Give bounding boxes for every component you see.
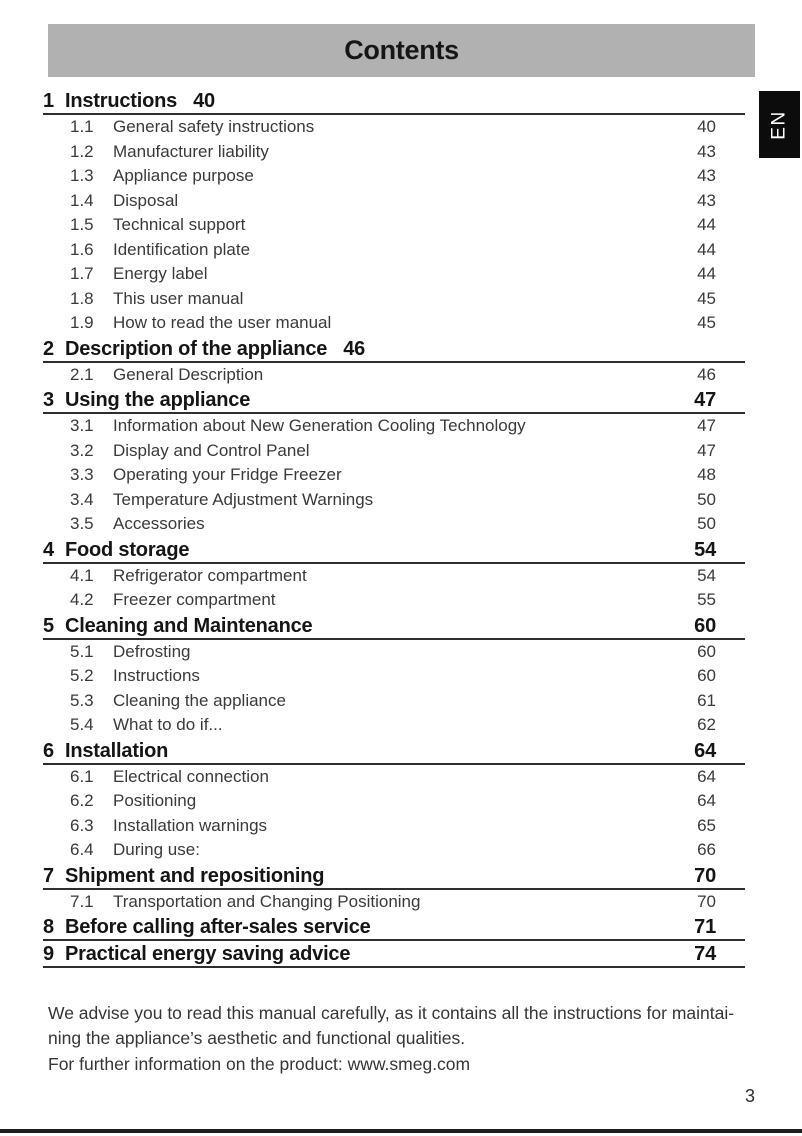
toc-entry-title: Identification plate <box>113 239 251 259</box>
toc-section-number: 6 <box>43 739 54 762</box>
toc-entry-number: 1.3 <box>70 166 94 185</box>
toc-entry-title: Energy label <box>113 264 208 283</box>
toc-entry-page: 47 <box>697 416 716 435</box>
toc-entry-title: Transportation and Changing Positioning <box>113 891 421 911</box>
toc-entry-number: 5.2 <box>70 666 94 685</box>
toc-entry[interactable] <box>43 640 745 665</box>
toc-section-heading[interactable] <box>43 387 745 414</box>
toc-entry-number: 3.1 <box>70 416 94 435</box>
toc-entry-title: Manufacturer liability <box>113 141 269 161</box>
toc-section-page: 46 <box>343 337 366 360</box>
toc-entry-page: 48 <box>697 465 716 484</box>
toc-entry-number: 6.2 <box>70 791 94 810</box>
toc-section-page: 40 <box>193 90 215 112</box>
toc-entry[interactable] <box>43 789 745 814</box>
toc-entry-page: 64 <box>697 766 716 786</box>
toc-entry-title: Operating your Fridge Freezer <box>113 465 342 484</box>
toc-entry[interactable] <box>43 689 745 714</box>
toc-entry-page: 66 <box>697 840 716 859</box>
toc-section-page: 71 <box>694 916 716 938</box>
toc-entry-number: 1.5 <box>70 215 94 234</box>
toc-entry[interactable] <box>43 439 745 464</box>
toc-entry-page: 45 <box>697 288 716 308</box>
toc-section-page: 64 <box>694 739 716 762</box>
toc-section-number: 2 <box>43 337 54 360</box>
toc-entry-title: Refrigerator compartment <box>113 565 307 585</box>
toc-section-title: Installation <box>65 739 169 762</box>
toc-section-heading[interactable] <box>43 537 745 564</box>
toc-entry[interactable] <box>43 311 745 336</box>
toc-section-page: 47 <box>694 389 716 411</box>
bottom-border <box>0 1129 802 1133</box>
footer-line-3: For further information on the product: www.smeg.com <box>48 1053 471 1074</box>
toc-section-title: Instructions <box>65 90 178 112</box>
toc-entry-page: 44 <box>697 264 716 283</box>
toc-entry-page: 61 <box>697 690 716 710</box>
toc-entry-page: 62 <box>697 715 716 734</box>
toc-section-heading[interactable] <box>43 336 745 363</box>
toc-entry-page: 60 <box>697 666 716 685</box>
toc-section-title: Food storage <box>65 538 190 561</box>
toc-entry-title: Accessories <box>113 514 205 533</box>
toc-entry-number: 5.3 <box>70 690 94 710</box>
toc-entry[interactable] <box>43 488 745 513</box>
toc-entry-number: 3.5 <box>70 514 94 533</box>
toc-entry-page: 40 <box>697 117 716 136</box>
toc-entry-page: 47 <box>697 440 716 460</box>
toc-section-title: Before calling after-sales service <box>65 916 371 938</box>
toc-entry[interactable] <box>43 463 745 488</box>
toc-entry-title: How to read the user manual <box>113 313 332 332</box>
toc-entry[interactable] <box>43 765 745 790</box>
toc-entry-page: 55 <box>697 590 716 609</box>
toc-section-page: 60 <box>694 614 716 637</box>
toc-entry-page: 44 <box>697 239 716 259</box>
toc-entry-title: Instructions <box>113 666 200 685</box>
toc-entry[interactable] <box>43 238 745 263</box>
toc-entry[interactable] <box>43 287 745 312</box>
toc-section-number: 4 <box>43 538 54 561</box>
toc-section-title: Cleaning and Maintenance <box>65 614 313 637</box>
toc-entry-number: 4.1 <box>70 565 94 585</box>
toc-entry-number: 3.4 <box>70 489 94 509</box>
toc-entry[interactable] <box>43 140 745 165</box>
toc-entry[interactable] <box>43 512 745 537</box>
toc-entry-title: Temperature Adjustment Warnings <box>113 489 374 509</box>
toc-entry[interactable] <box>43 664 745 689</box>
toc-entry-title: Information about New Generation Cooling Technology <box>113 416 526 435</box>
toc-section-heading[interactable] <box>43 88 745 115</box>
toc-entry-number: 1.6 <box>70 239 94 259</box>
toc-section-heading[interactable] <box>43 914 745 941</box>
toc-entry-number: 1.2 <box>70 141 94 161</box>
toc-entry-title: General Description <box>113 364 264 384</box>
toc-entry-title: What to do if... <box>113 715 223 734</box>
footer-note <box>48 1001 754 1077</box>
toc-entry-page: 60 <box>697 641 716 661</box>
toc-section-title: Using the appliance <box>65 389 251 411</box>
footer-line-1: We advise you to read this manual carefully, as it contains all the instructions for maintai- <box>48 1003 735 1023</box>
toc-entry[interactable] <box>43 814 745 839</box>
table-of-contents <box>43 88 745 968</box>
toc-section-number: 5 <box>43 614 54 637</box>
toc-entry[interactable] <box>43 115 745 140</box>
toc-entry-page: 64 <box>697 791 716 810</box>
toc-entry-number: 5.4 <box>70 715 94 734</box>
language-tab <box>759 91 800 158</box>
toc-entry[interactable] <box>43 564 745 589</box>
toc-entry-number: 7.1 <box>70 891 94 911</box>
contents-header-bar <box>48 24 755 77</box>
toc-entry-page: 44 <box>697 215 716 234</box>
toc-entry-title: General safety instructions <box>113 117 315 136</box>
toc-entry-title: This user manual <box>113 288 244 308</box>
toc-entry-title: Positioning <box>113 791 197 810</box>
toc-section-page: 54 <box>694 538 716 561</box>
toc-section-heading[interactable] <box>43 941 745 968</box>
toc-section-heading[interactable] <box>43 613 745 640</box>
toc-entry-title: Cleaning the appliance <box>113 690 286 710</box>
toc-section-page: 70 <box>694 864 716 887</box>
toc-section-heading[interactable] <box>43 738 745 765</box>
toc-entry-number: 6.1 <box>70 766 94 786</box>
toc-entry-title: Display and Control Panel <box>113 440 310 460</box>
page-number: 3 <box>744 1086 755 1106</box>
toc-entry-page: 54 <box>697 565 716 585</box>
toc-entry-page: 43 <box>697 166 716 185</box>
toc-entry-number: 6.4 <box>70 840 94 859</box>
toc-section-number: 1 <box>43 90 54 112</box>
toc-entry[interactable] <box>43 588 745 613</box>
toc-section-number: 9 <box>43 943 54 965</box>
toc-entry[interactable] <box>43 363 745 388</box>
toc-entry-number: 1.8 <box>70 288 94 308</box>
toc-entry[interactable] <box>43 262 745 287</box>
toc-section-number: 3 <box>43 389 54 411</box>
toc-section-heading[interactable] <box>43 863 745 890</box>
toc-entry-number: 3.2 <box>70 440 94 460</box>
toc-entry-title: Installation warnings <box>113 815 268 835</box>
toc-entry-number: 1.9 <box>70 313 94 332</box>
footer-line-2: ning the appliance’s aesthetic and functional qualities. <box>48 1028 466 1049</box>
toc-entry[interactable] <box>43 414 745 439</box>
toc-entry-page: 65 <box>697 815 716 835</box>
toc-entry-number: 1.1 <box>70 117 94 136</box>
toc-entry[interactable] <box>43 189 745 214</box>
toc-entry-title: Technical support <box>113 215 246 234</box>
toc-entry-page: 43 <box>697 190 716 210</box>
language-tab-label: EN <box>768 109 790 140</box>
toc-entry-page: 50 <box>697 489 716 509</box>
toc-entry-title: Freezer compartment <box>113 590 276 609</box>
toc-section-title: Shipment and repositioning <box>65 864 325 887</box>
toc-entry[interactable] <box>43 838 745 863</box>
toc-entry-number: 4.2 <box>70 590 94 609</box>
toc-entry-number: 1.4 <box>70 190 94 210</box>
toc-entry-number: 5.1 <box>70 641 94 661</box>
toc-section-number: 8 <box>43 916 54 938</box>
toc-section-title: Practical energy saving advice <box>65 943 351 965</box>
toc-entry-title: Disposal <box>113 190 179 210</box>
toc-entry[interactable] <box>43 713 745 738</box>
toc-entry-title: During use: <box>113 840 200 859</box>
toc-entry-title: Electrical connection <box>113 766 269 786</box>
toc-entry[interactable] <box>43 164 745 189</box>
toc-section-page: 74 <box>694 943 716 965</box>
page-title: Contents <box>344 35 459 65</box>
toc-section-title: Description of the appliance <box>65 337 328 360</box>
toc-entry-title: Defrosting <box>113 641 191 661</box>
toc-entry-number: 6.3 <box>70 815 94 835</box>
toc-entry-page: 46 <box>697 364 716 384</box>
toc-entry-page: 50 <box>697 514 716 533</box>
toc-entry[interactable] <box>43 213 745 238</box>
toc-entry-number: 3.3 <box>70 465 94 484</box>
toc-entry-page: 70 <box>697 891 716 911</box>
toc-entry-number: 1.7 <box>70 264 94 283</box>
toc-entry-title: Appliance purpose <box>113 166 254 185</box>
toc-entry-page: 43 <box>697 141 716 161</box>
toc-section-number: 7 <box>43 864 54 887</box>
toc-entry-page: 45 <box>697 313 716 332</box>
toc-entry-number: 2.1 <box>70 364 94 384</box>
toc-entry[interactable] <box>43 890 745 915</box>
